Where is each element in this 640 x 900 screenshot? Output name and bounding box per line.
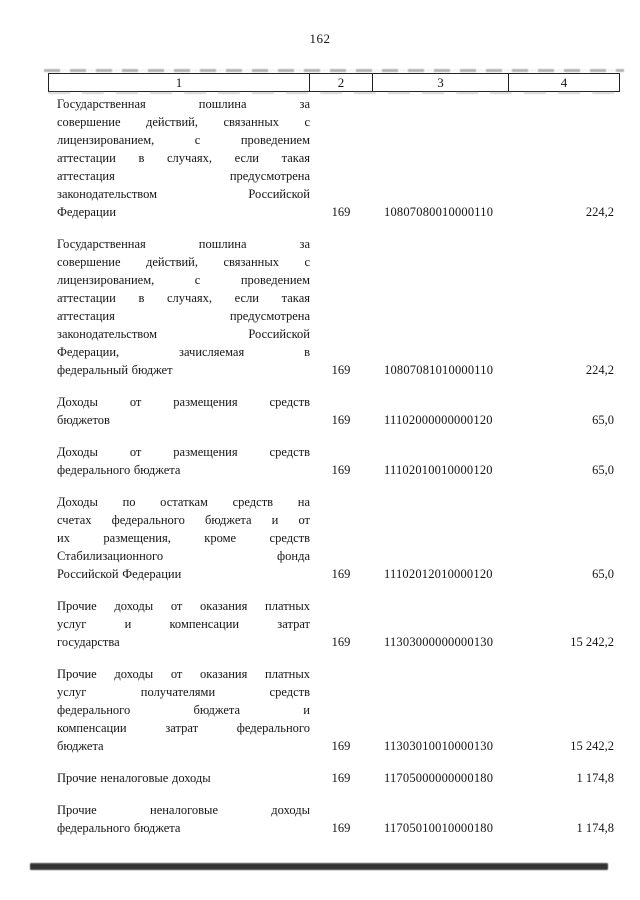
row-description-line: Доходы по остаткам средств на xyxy=(57,495,310,509)
row-admin-code: 169 xyxy=(331,739,351,753)
row-description-line: счетах федерального бюджета и от xyxy=(57,513,310,527)
row-budget-code: 11303010010000130 xyxy=(384,739,494,753)
row-description-line: аттестации в случаях, если такая xyxy=(57,291,310,305)
row-description-line: аттестация предусмотрена xyxy=(57,169,310,183)
row-budget-code: 11303000000000130 xyxy=(384,635,494,649)
row-amount: 224,2 xyxy=(585,363,614,377)
row-description-line: совершение действий, связанных с xyxy=(57,255,310,269)
table-row xyxy=(48,769,620,787)
row-description-line: услуг и компенсации затрат xyxy=(57,617,310,631)
row-description xyxy=(48,769,310,787)
scan-artifact-under-header xyxy=(48,92,620,94)
row-description-line: Федерации xyxy=(57,205,117,219)
row-description-line: Государственная пошлина за xyxy=(57,97,310,111)
table-header-col-4: 4 xyxy=(508,74,619,91)
scan-artifact-bottom-bar xyxy=(30,863,608,870)
row-amount: 15 242,2 xyxy=(570,739,614,753)
row-description-line: аттестации в случаях, если такая xyxy=(57,151,310,165)
row-description-line: законодательством Российской xyxy=(57,327,310,341)
row-budget-code: 11705000000000180 xyxy=(384,771,494,785)
row-amount: 65,0 xyxy=(592,463,614,477)
row-description-line: Федерации, зачисляемая в xyxy=(57,345,310,359)
row-description-line: Прочие доходы от оказания платных xyxy=(57,667,310,681)
table-row xyxy=(48,95,620,221)
row-budget-code: 11102010010000120 xyxy=(384,463,493,477)
table-row xyxy=(48,801,620,837)
row-description-line: Стабилизационного фонда xyxy=(57,549,310,563)
row-description-line: Доходы от размещения средств xyxy=(57,395,310,409)
row-admin-code: 169 xyxy=(331,771,351,785)
row-amount: 65,0 xyxy=(592,413,614,427)
row-admin-code: 169 xyxy=(331,205,351,219)
table-row xyxy=(48,597,620,651)
row-amount: 1 174,8 xyxy=(576,771,614,785)
row-description-line: федерального бюджета xyxy=(57,463,181,477)
row-description-line: федеральный бюджет xyxy=(57,363,173,377)
table-header-col-2: 2 xyxy=(309,74,372,91)
row-amount: 15 242,2 xyxy=(570,635,614,649)
row-description-line: федерального бюджета и xyxy=(57,703,310,717)
row-description xyxy=(48,801,310,837)
row-description-line: услуг получателями средств xyxy=(57,685,310,699)
page-number: 162 xyxy=(309,31,331,46)
row-description-line: лицензированием, с проведением xyxy=(57,273,310,287)
row-budget-code: 11102012010000120 xyxy=(384,567,493,581)
row-description-line: государства xyxy=(57,635,120,649)
row-budget-code: 11102000000000120 xyxy=(384,413,493,427)
row-description-line: совершение действий, связанных с xyxy=(57,115,310,129)
row-description-line: их размещения, кроме средств xyxy=(57,531,310,545)
row-admin-code: 169 xyxy=(331,413,351,427)
table-header-col-1: 1 xyxy=(175,74,183,90)
row-description-line: лицензированием, с проведением xyxy=(57,133,310,147)
row-description-line: Российской Федерации xyxy=(57,567,182,581)
row-description-line: Прочие неналоговые доходы xyxy=(57,771,211,785)
row-amount: 1 174,8 xyxy=(576,821,614,835)
row-admin-code: 169 xyxy=(331,463,351,477)
row-description-line: законодательством Российской xyxy=(57,187,310,201)
table-row xyxy=(48,235,620,379)
table-row xyxy=(48,665,620,755)
row-description xyxy=(48,597,310,651)
table-row xyxy=(48,443,620,479)
row-description-line: федерального бюджета xyxy=(57,821,181,835)
row-description-line: бюджетов xyxy=(57,413,110,427)
row-admin-code: 169 xyxy=(331,821,351,835)
row-amount: 65,0 xyxy=(592,567,614,581)
row-description-line: Доходы от размещения средств xyxy=(57,445,310,459)
row-admin-code: 169 xyxy=(331,567,351,581)
row-description-line: Прочие доходы от оказания платных xyxy=(57,599,310,613)
table-row xyxy=(48,393,620,429)
row-description xyxy=(48,665,310,755)
row-description xyxy=(48,493,310,583)
row-description-line: аттестация предусмотрена xyxy=(57,309,310,323)
table-header-col-3: 3 xyxy=(372,74,508,91)
row-budget-code: 11705010010000180 xyxy=(384,821,494,835)
table-header-row xyxy=(48,73,620,92)
row-description xyxy=(48,393,310,429)
row-admin-code: 169 xyxy=(331,635,351,649)
row-description-line: бюджета xyxy=(57,739,104,753)
scan-artifact-top-line xyxy=(44,69,624,72)
table-body xyxy=(48,95,620,851)
row-admin-code: 169 xyxy=(331,363,351,377)
row-budget-code: 10807080010000110 xyxy=(384,205,494,219)
row-amount: 224,2 xyxy=(585,205,614,219)
row-description-line: Прочие неналоговые доходы xyxy=(57,803,310,817)
table-row xyxy=(48,493,620,583)
row-description-line: Государственная пошлина за xyxy=(57,237,310,251)
row-description-line: компенсации затрат федерального xyxy=(57,721,310,735)
row-description xyxy=(48,235,310,379)
row-budget-code: 10807081010000110 xyxy=(384,363,494,377)
row-description xyxy=(48,95,310,221)
row-description xyxy=(48,443,310,479)
